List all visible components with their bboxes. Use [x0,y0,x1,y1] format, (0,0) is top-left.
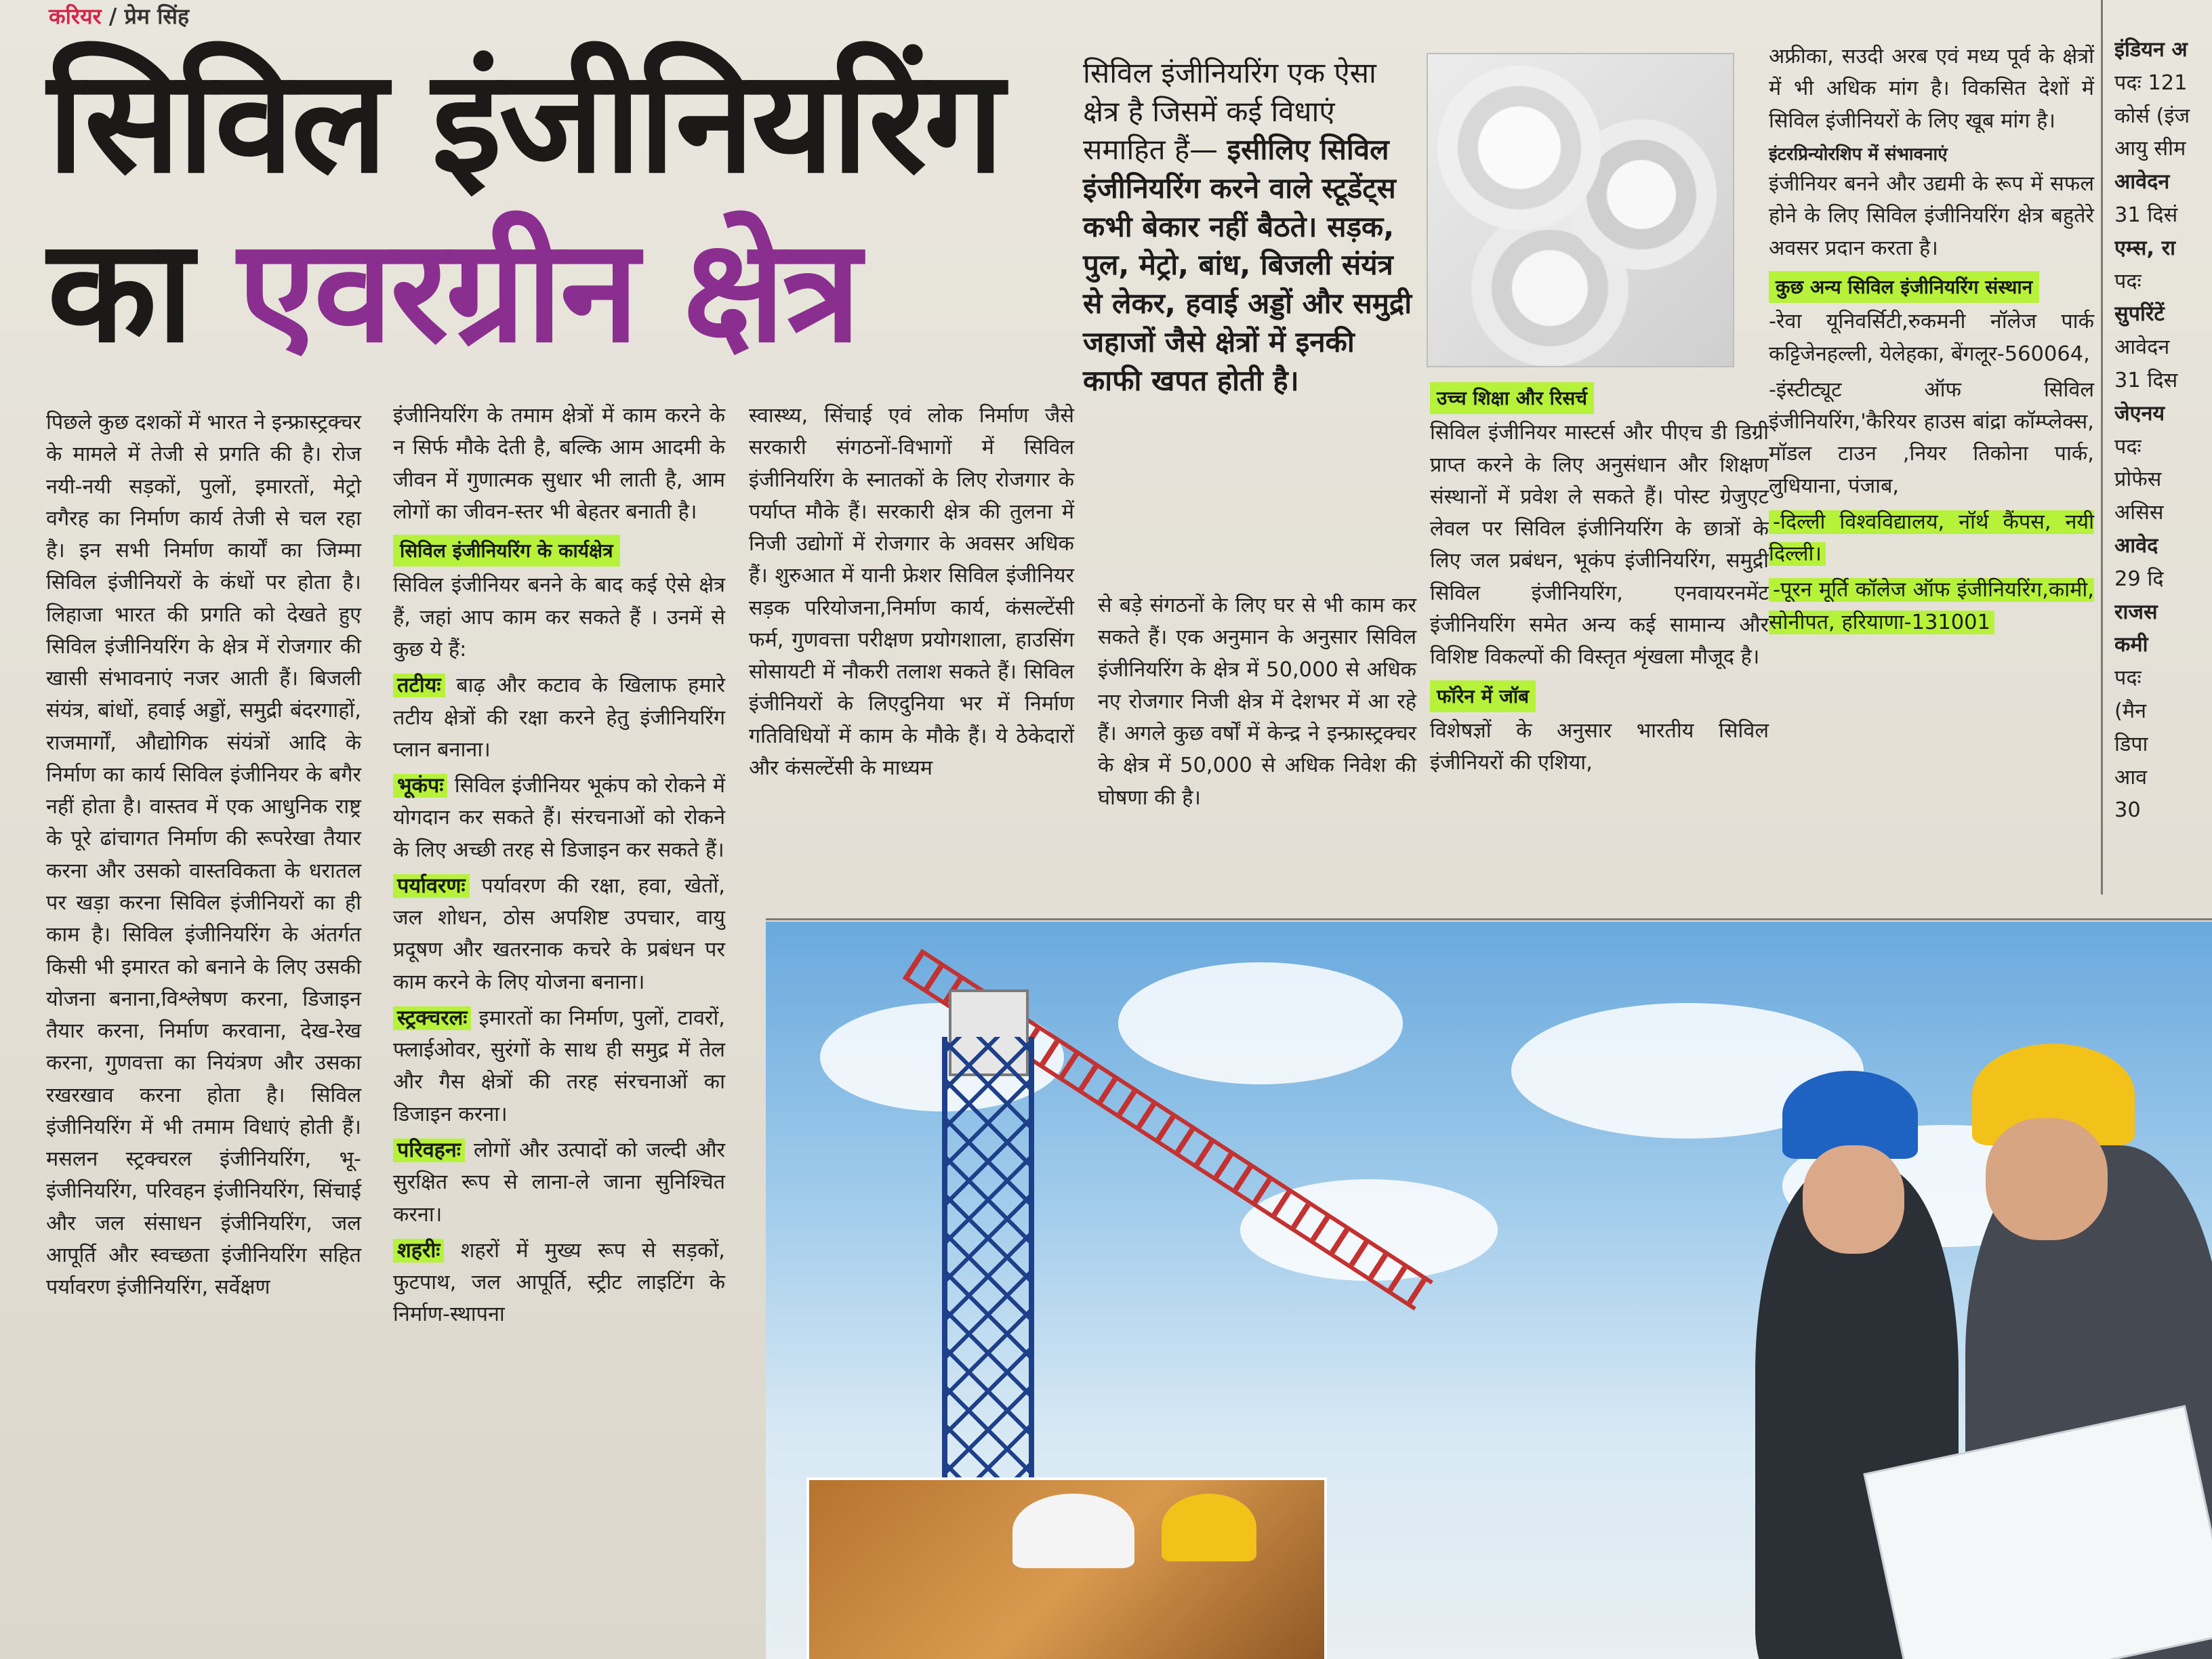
headline-evergreen: एवरग्रीन क्षेत्र [237,208,859,374]
article-column-6 [1769,41,2094,642]
subhead-higher-education: उच्च शिक्षा और रिसर्च [1430,382,1594,414]
col2-intro: इंजीनियरिंग के तमाम क्षेत्रों में काम करने के न सिर्फ मौके देती है, बल्कि आम आदमी के जीवन में गुणात्मक सुधार भी लाती है, आम लोगों का जीवन-स्तर भी बेहतर बनाती है। [393,404,725,524]
col1-paragraph: पिछले कुछ दशकों में भारत ने इन्फ्रास्ट्रक्चर के मामले में तेजी से प्रगति की है। रोज नयी-नयी सड़कों, पुलों, इमारतों, मेट्रो वगैरह का निर्माण कार्य तेजी से चल रहा है। इन सभी निर्माण कार्यों का जिम्मा सिविल इंजीनियरों के कंधों पर होता है। लिहाजा भारत की प्रगति को देखते हुए सिविल इंजीनियरिंग के क्षेत्र में रोजगार की खासी संभावनाएं नजर आती हैं। बिजली संयंत्र, बांधों, हवाई अड्डों, समुद्री बंदरगाहों, राजमार्गों, औद्योगिक संयंत्रों आदि के निर्माण का कार्य सिविल इंजीनियर के बगैर नहीं होता है। वास्तव में एक आधुनिक राष्ट्र के पूरे ढांचागत निर्माण की रूपरेखा तैयार करना और उसको वास्तविकता के धरातल पर खड़ा करना सिविल इंजीनियरों का ही काम है। सिविल इंजीनियरिंग के अंतर्गत किसी भी इमारत को बनाने के लिए उसकी योजना बनाना,विश्लेषण करना, डिजाइन तैयार करना, निर्माण करवाना, देख-रेख करना, गुणवत्ता का नियंत्रण और उसका रखरखाव करना होता है। सिविल इंजीनियरिंग में भी तमाम विधाएं होती हैं। मसलन स्ट्रक्चरल इंजीनियरिंग, भू-इंजीनियरिंग, परिवहन इंजीनियरिंग, सिंचाई और जल संसाधन इंजीनियरिंग, जल आपूर्ति और स्वच्छता इंजीनियरिंग सहित पर्यावरण इंजीनियरिंग, सर्वेक्षण [46,411,361,1300]
author-byline: प्रेम सिंह [124,3,189,29]
column-rule [2101,0,2103,895]
section-kicker: करियर / प्रेम सिंह [49,3,189,29]
article-column-2 [393,400,725,1335]
col4-paragraph: से बड़े संगठनों के लिए घर से भी काम कर सकते हैं। एक अनुमान के अनुसार सिविल इंजीनियरिंग के क्षेत्र में 50,000 से अधिक नए रोजगार निजी क्षेत्र में देशभर में आ रहे हैं। अगले कुछ वर्षों में केन्द्र ने इन्फ्रास्ट्रक्चर के क्षेत्र में 50,000 से अधिक निवेश की घोषणा की है। [1098,594,1416,810]
article-column-5 [1430,380,1769,783]
engineer-right-face [1986,1118,2108,1240]
institute-delhi: -दिल्ली विश्वविद्यालय, नॉर्थ कैंपस, नयी दिल्ली। [1769,510,2094,567]
label-urban: शहरीः [393,1239,444,1263]
item-environment: पर्यावरणः पर्यावरण की रक्षा, हवा, खेतों, जल शोधन, ठोस अपशिष्ट उपचार, वायु प्रदूषण और खतरनाक कचरे के प्रबंधन पर काम करने के लिए योजना बनाना। [393,874,725,994]
pull-quote-regular: सिविल इंजीनियरिंग एक ऐसा क्षेत्र है जिसमें कई विधाएं समाहित हैं— [1083,56,1376,167]
label-coastal: तटीयः [393,674,445,697]
subhead-entrepreneurship: इंटरप्रिन्योरशिप में संभावनाएं [1769,144,1948,165]
headline-line1: सिविल इंजीनियरिंग [47,39,1002,205]
item-structural: स्ट्रक्चरलः इमारतों का निर्माण, पुलों, टावरों, फ्लाईओवर, सुरंगों के साथ ही समुद्र में तेल और गैस क्षेत्रों की तरह संरचनाओं का डिजाइन करना। [393,1006,725,1126]
col5-text2: विशेषज्ञों के अनुसार भारतीय सिविल इंजीनियरों की एशिया, [1430,718,1769,775]
section-label: करियर [49,3,102,29]
item-coastal: तटीयः बाढ़ और कटाव के खिलाफ हमारे तटीय क्षेत्रों की रक्षा करने हेतु इंजीनियरिंग प्लान बनाना। [393,674,725,762]
col6-text2: इंजीनियर बनने और उद्यमी के रूप में सफल होने के लिए सिविल इंजीनियरिंग क्षेत्र बहुतेरे अवसर प्रदान करता है। [1769,172,2094,260]
col6-text1: अफ्रीका, सउदी अरब एवं मध्य पूर्व के क्षेत्रों में भी अधिक मांग है। विकसित देशों में सिविल इंजीनियरों के लिए खूब मांग है। [1769,45,2094,133]
label-structural: स्ट्रक्चरलः [393,1006,471,1030]
col2-sub-text: सिविल इंजीनियर बनने के बाद कई ऐसे क्षेत्र हैं, जहां आप काम कर सकते हैं । उनमें से कुछ ये हैं: [393,573,725,661]
article-column-1 [46,407,361,1307]
institute-puran: -पूरन मूर्ति कॉलेज ऑफ इंजीनियरिंग,कामी, सोनीपत, हरियाणा-131001 [1769,578,2094,634]
pull-quote [1083,54,1415,400]
subhead-institutes: कुछ अन्य सिविल इंजीनियरिंग संस्थान [1769,271,2039,303]
article-column-4 [1098,590,1416,818]
item-urban: शहरीः शहरों में मुख्य रूप से सड़कों, फुटपाथ, जल आपूर्ति, स्ट्रीट लाइटिंग के निर्माण-स्थापना [393,1238,725,1327]
article-column-3 [749,400,1074,788]
subhead-foreign-job: फॉरेन में जॉब [1430,680,1536,712]
col5-text1: सिविल इंजीनियर मास्टर्स और पीएच डी डिग्री प्राप्त करने के लिए अनुसंधान और शिक्षण संस्थानों में प्रवेश ले सकते हैं। पोस्ट ग्रेजुएट लेवल पर सिविल इंजीनियरिंग के छात्रों के लिए जल प्रबंधन, भूकंप इंजीनियरिंग, समुद्री सिविल इंजीनियरिंग, एनवायरनमेंट इंजीनियरिंग समेत अन्य कई सामान्य और विशिष्ट विकल्पों की विस्तृत शृंखला मौजूद है। [1430,421,1769,670]
article-column-7-cropped: इंडियन अ पदः 121 कोर्स (इंज आयु सीम आवेदन 31 दिसं एम्स, रा पदः सुपरिंटें आवेदन 31 दिस जेएनय पदः प्रोफेस असिस आवेद 29 दि राजस कमी पदः (मैन डिपा आव 30 [2114,38,2190,823]
engineer-left-face [1803,1145,1904,1254]
institute-reva: -रेवा यूनिवर्सिटी,रुकमनी नॉलेज पार्क कट्टिजेनहल्ली, येलेहका, बेंगलूर-560064, [1769,310,2094,366]
headline-ka: का [47,208,191,374]
label-environment: पर्यावरणः [393,874,470,898]
item-transport: परिवहनः लोगों और उत्पादों को जल्दी और सुरक्षित रूप से लाना-ले जाना सुनिश्चित करना। [393,1138,725,1227]
institute-ice: -इंस्टीट्यूट ऑफ सिविल इंजीनियरिंग,'कैरियर हाउस बांद्रा कॉम्प्लेक्स, मॉडल टाउन ,नियर तिकोना पार्क, लुधियाना, पंजाब, [1769,377,2094,498]
item-earthquake: भूकंपः सिविल इंजीनियर भूकंप को रोकने में योगदान कर सकते हैं। संरचनाओं को रोकने के लिए अच्छी तरह से डिजाइन कर सकते हैं। [393,774,725,862]
pull-quote-bold: इसीलिए सिविल इंजीनियरिंग करने वाले स्टूडेंट्स कभी बेकार नहीं बैठते। सड़क, पुल, मेट्रो, बांध, बिजली संयंत्र से लेकर, हवाई अड्डों और समुद्री जहाजों जैसे क्षेत्रों में इनकी काफी खपत होती है। [1083,133,1412,397]
subhead-karyakshetra: सिविल इंजीनियरिंग के कार्यक्षेत्र [393,535,620,567]
label-earthquake: भूकंपः [393,774,447,798]
label-transport: परिवहनः [393,1139,465,1162]
workers-inset-photo [806,1477,1327,1659]
photo-top-rule [766,918,2212,920]
pipes-photo [1427,53,1734,367]
headline-line2 [47,208,859,374]
construction-photo [766,922,2212,1659]
col3-paragraph: स्वास्थ्य, सिंचाई एवं लोक निर्माण जैसे सरकारी संगठनों-विभागों में सिविल इंजीनियरिंग के स्नातकों के लिए रोजगार के पर्याप्त मौके हैं। सरकारी क्षेत्र की तुलना में निजी उद्योगों में रोजगार के अवसर अधिक हैं। शुरुआत में यानी फ्रेशर सिविल इंजीनियर सड़क परियोजना,निर्माण कार्य, कंसल्टेंसी फर्म, गुणवत्ता परीक्षण प्रयोगशाला, हाउसिंग सोसायटी में नौकरी तलाश सकते हैं। सिविल इंजीनियरों के लिएदुनिया भर में निर्माण गतिविधियों में काम के मौके हैं। ये ठेकेदारों और कंसल्टेंसी के माध्यम [749,404,1074,780]
